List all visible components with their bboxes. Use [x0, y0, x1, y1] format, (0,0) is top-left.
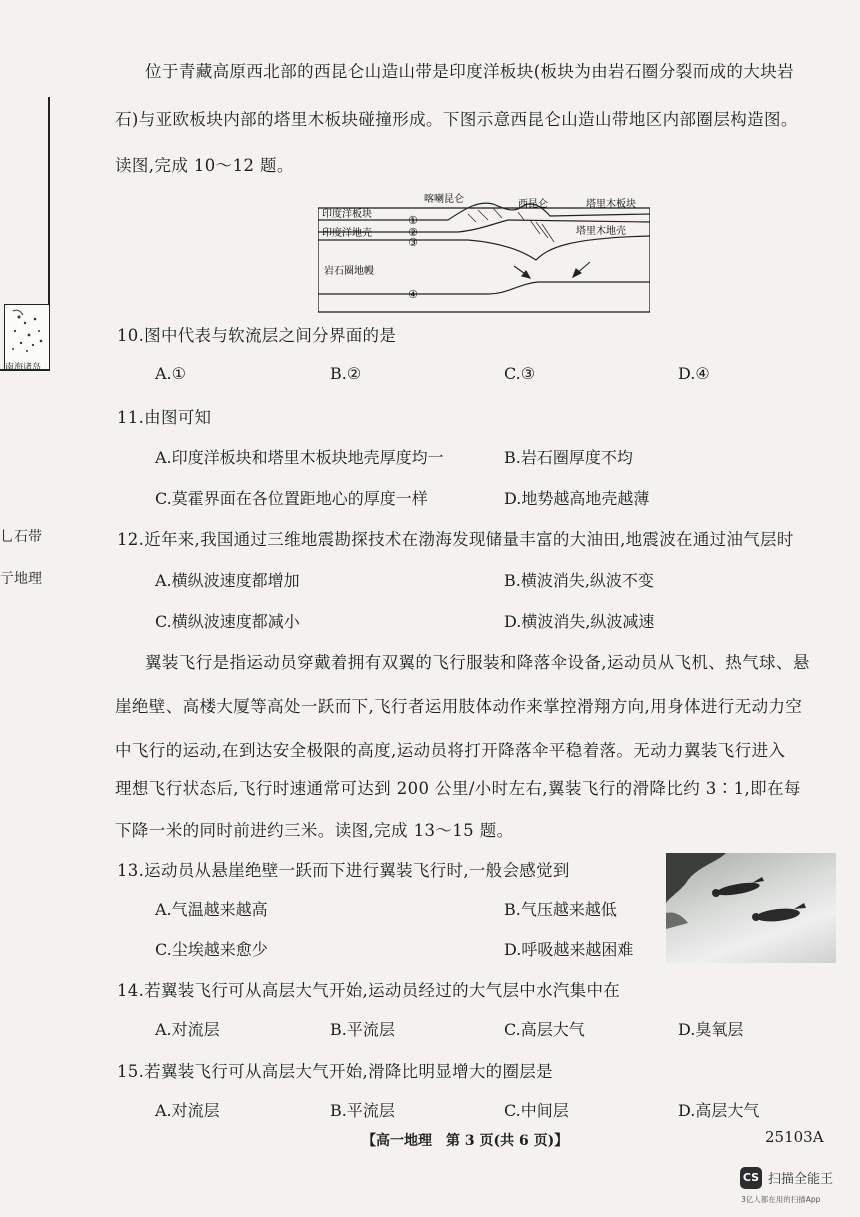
q14-stem: 14.若翼装飞行可从高层大气开始,运动员经过的大气层中水汽集中在 [117, 981, 621, 1000]
marker-4: ④ [408, 288, 418, 301]
label-mantle: 岩石圈地幔 [324, 266, 374, 277]
diagram-frame [318, 208, 650, 312]
q14-option-b: B.平流层 [330, 1020, 395, 1039]
q14-option-d: D.臭氧层 [678, 1020, 744, 1039]
q10-option-a: A.① [155, 364, 186, 383]
q10-option-c: C.③ [504, 364, 536, 383]
label-xikunlun: 西昆仑 [518, 199, 548, 210]
movement-arrows [514, 262, 590, 278]
q13-stem: 13.运动员从悬崖绝壁一跃而下进行翼装飞行时,一般会感觉到 [117, 861, 570, 880]
intro2-line3: 中飞行的运动,在到达安全极限的高度,运动员将打开降落伞平稳着落。无动力翼装飞行进入 [115, 741, 786, 760]
intro2-line1: 翼装飞行是指运动员穿戴着拥有双翼的飞行服装和降落伞设备,运动员从飞机、热气球、悬 [145, 653, 810, 672]
camscanner-slogan: 3亿人都在用的扫描App [741, 1195, 821, 1204]
intro1-line1: 位于青藏高原西北部的西昆仑山造山带是印度洋板块(板块为由岩石圈分裂而成的大块岩 [145, 62, 795, 81]
flyer-1 [712, 877, 764, 898]
boundary-line-3 [318, 236, 650, 260]
marker-3: ③ [408, 236, 418, 249]
q11-stem: 11.由图可知 [117, 408, 212, 427]
q15-option-c: C.中间层 [504, 1101, 569, 1120]
q10-option-d: D.④ [678, 364, 710, 383]
q12-option-a: A.横纵波速度都增加 [155, 571, 300, 590]
q15-option-a: A.对流层 [155, 1101, 220, 1120]
intro1-line3: 读图,完成 10～12 题。 [115, 156, 294, 175]
label-indian-crust: 印度洋地壳 [322, 228, 372, 239]
margin-inset-label: 南海诸岛 [5, 363, 42, 373]
wingsuit-photo [666, 853, 836, 963]
q11-option-b: B.岩石圈厚度不均 [504, 448, 633, 467]
mountain-hatching [468, 208, 554, 242]
q13-option-d: D.呼吸越来越困难 [504, 940, 634, 959]
asthenosphere-line-4 [318, 282, 650, 294]
page-footer: 【高一地理 第 3 页(共 6 页)】 [362, 1133, 569, 1149]
q14-option-c: C.高层大气 [504, 1020, 585, 1039]
q14-option-a: A.对流层 [155, 1020, 220, 1039]
exam-code: 25103A [765, 1128, 824, 1146]
q13-option-c: C.尘埃越来愈少 [155, 940, 268, 959]
q12-option-c: C.横纵波速度都减小 [155, 612, 300, 631]
label-kalakunlun: 喀喇昆仑 [424, 194, 464, 205]
q12-option-b: B.横波消失,纵波不变 [504, 571, 654, 590]
margin-text-2: 亍地理 [0, 571, 42, 587]
q11-option-a: A.印度洋板块和塔里木板块地壳厚度均一 [155, 448, 444, 467]
q15-option-d: D.高层大气 [678, 1101, 760, 1120]
intro2-line5: 下降一米的同时前进约三米。读图,完成 13～15 题。 [115, 821, 514, 840]
q11-option-d: D.地势越高地壳越薄 [504, 489, 650, 508]
margin-text-1: 乚石带 [0, 529, 42, 545]
label-talimu-crust: 塔里木地壳 [576, 226, 626, 237]
q10-stem: 10.图中代表与软流层之间分界面的是 [117, 326, 397, 345]
crust-structure-diagram [318, 190, 650, 314]
marker-2: ② [408, 226, 418, 239]
q13-option-a: A.气温越来越高 [155, 900, 268, 919]
q15-stem: 15.若翼装飞行可从高层大气开始,滑降比明显增大的圈层是 [117, 1062, 553, 1081]
camscanner-name: 扫描全能王 [768, 1172, 834, 1187]
intro2-line4: 理想飞行状态后,飞行时速通常可达到 200 公里/小时左右,翼装飞行的滑降比约 3∶1,即在每 [115, 779, 801, 798]
intro2-line2: 崖绝壁、高楼大厦等高处一跃而下,飞行者运用肢体动作来掌控滑翔方向,用身体进行无动力空 [115, 697, 803, 716]
q12-stem: 12.近年来,我国通过三维地震勘探技术在渤海发现储量丰富的大油田,地震波在通过油气层时 [117, 530, 794, 549]
camscanner-logo-icon: CS [740, 1167, 762, 1189]
q10-option-b: B.② [330, 364, 362, 383]
flyer-2 [752, 903, 806, 923]
label-talimu-plate: 塔里木板块 [586, 199, 636, 210]
inset-map-dots [5, 305, 49, 361]
q11-option-c: C.莫霍界面在各位置距地心的厚度一样 [155, 489, 428, 508]
intro1-line2: 石)与亚欧板块内部的塔里木板块碰撞形成。下图示意西昆仑山造山带地区内部圈层构造图。 [115, 110, 798, 129]
marker-1: ① [408, 214, 418, 227]
q13-option-b: B.气压越来越低 [504, 900, 617, 919]
q15-option-b: B.平流层 [330, 1101, 395, 1120]
label-indian-plate: 印度洋板块 [322, 209, 372, 220]
q12-option-d: D.横波消失,纵波减速 [504, 612, 655, 631]
